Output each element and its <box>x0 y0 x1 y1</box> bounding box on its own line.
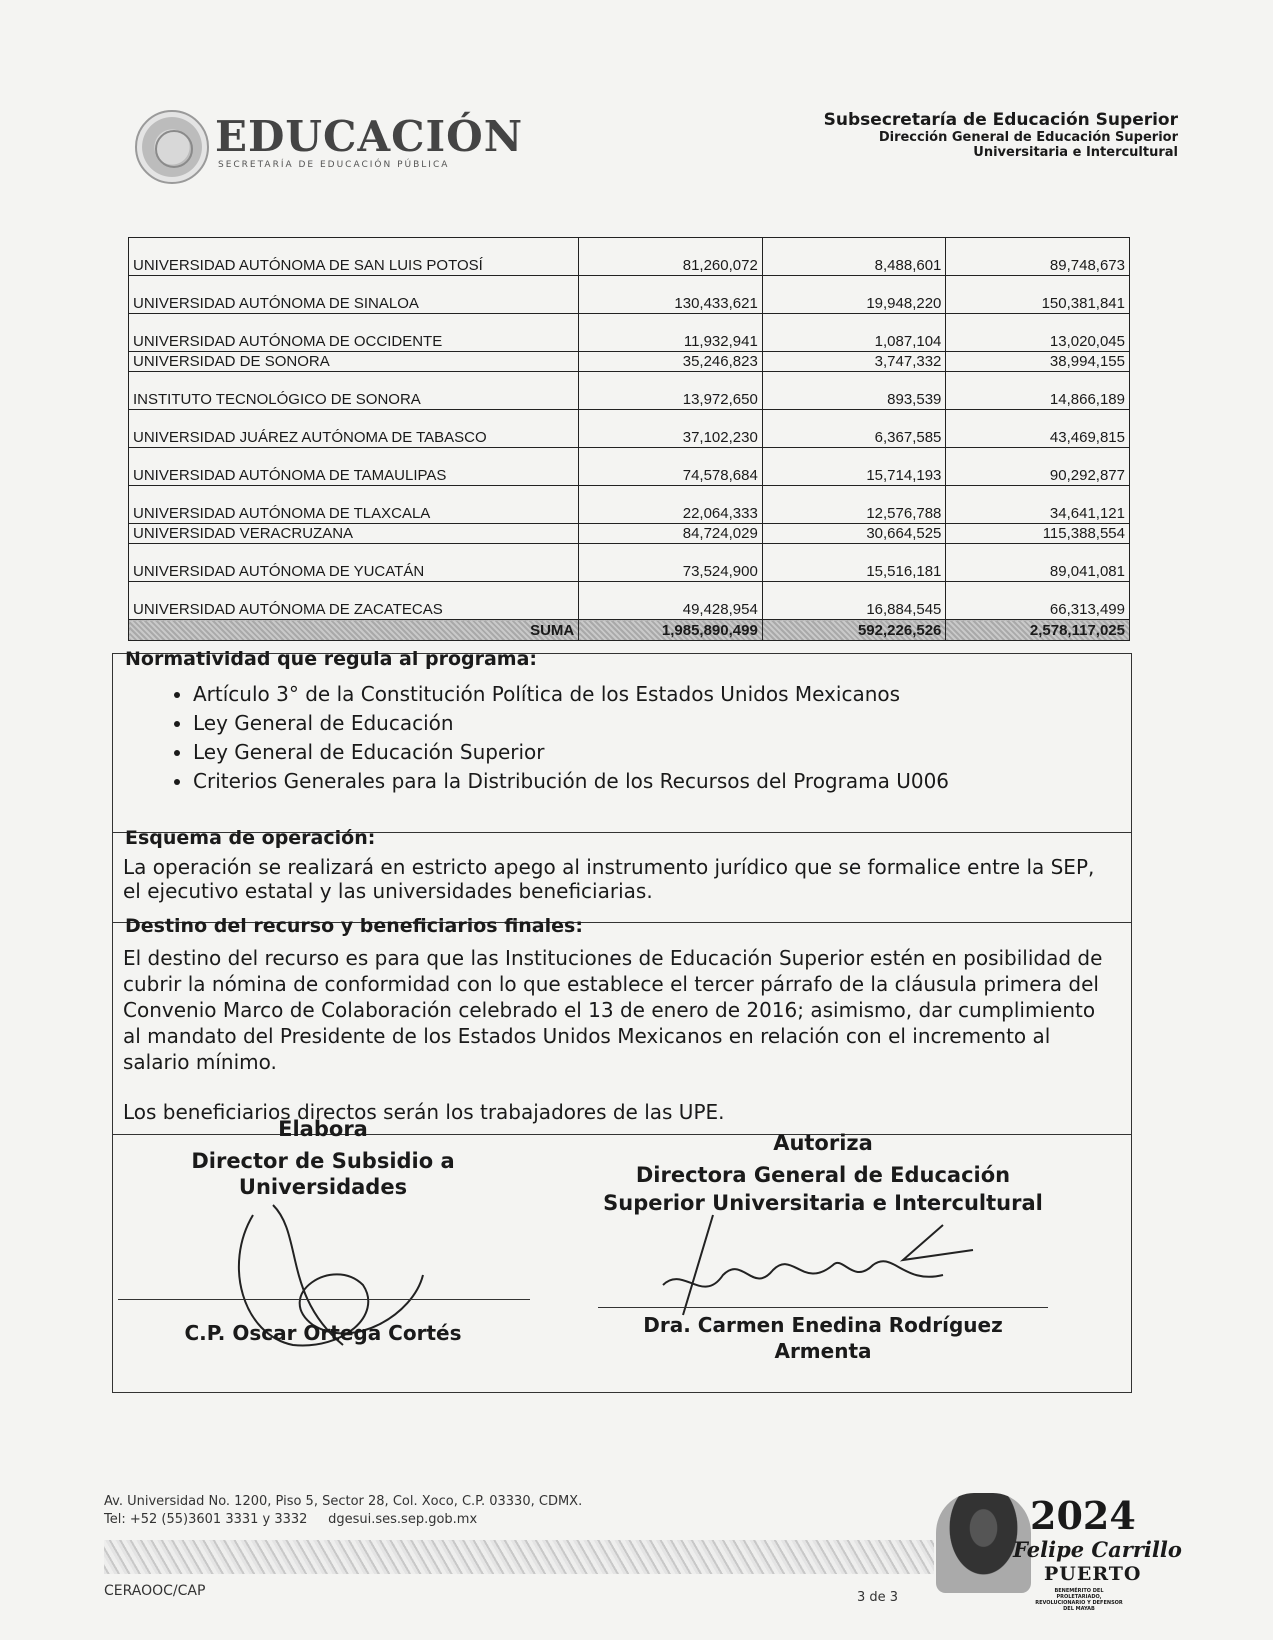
amount-cell-2: 19,948,220 <box>762 276 946 314</box>
institution-cell: INSTITUTO TECNOLÓGICO DE SONORA <box>129 372 579 410</box>
logo-subtitle: SECRETARÍA DE EDUCACIÓN PÚBLICA <box>218 160 450 170</box>
amount-cell-2: 6,367,585 <box>762 410 946 448</box>
section-normatividad <box>113 648 1131 832</box>
institution-cell: UNIVERSIDAD AUTÓNOMA DE SAN LUIS POTOSÍ <box>129 238 579 276</box>
amount-cell-2: 12,576,788 <box>762 486 946 524</box>
section-destino <box>113 915 1131 1135</box>
autoriza-nombre-2: Armenta <box>774 1339 872 1363</box>
amount-cell-1: 84,724,029 <box>579 524 763 544</box>
amount-cell-2: 1,087,104 <box>762 314 946 352</box>
autoriza-nombre-1: Dra. Carmen Enedina Rodríguez <box>643 1313 1003 1337</box>
normatividad-title: Normatividad que regula al programa: <box>125 648 538 670</box>
table-row <box>129 448 1130 486</box>
amount-cell-2: 15,516,181 <box>762 544 946 582</box>
brand-line-3: BENEMÉRITO DEL PROLETARIADO, REVOLUCIONARIO Y DEFENSOR DEL MAYAB <box>1035 1588 1123 1612</box>
institution-cell: UNIVERSIDAD DE SONORA <box>129 352 579 372</box>
table-row <box>129 238 1130 276</box>
institution-cell: UNIVERSIDAD AUTÓNOMA DE YUCATÁN <box>129 544 579 582</box>
amount-cell-1: 73,524,900 <box>579 544 763 582</box>
amount-cell-3: 66,313,499 <box>946 582 1130 620</box>
normatividad-list <box>173 680 949 796</box>
page-number: 3 de 3 <box>857 1590 899 1605</box>
footer-address: Av. Universidad No. 1200, Piso 5, Sector 28, Col. Xoco, C.P. 03330, CDMX. <box>104 1494 583 1509</box>
table-row <box>129 276 1130 314</box>
elabora-label: Elabora <box>278 1117 368 1141</box>
elabora-cargo-2: Universidades <box>238 1175 408 1199</box>
header-line-2: Dirección General de Educación Superior <box>878 130 1178 145</box>
autoriza-cargo-2: Superior Universitaria e Intercultural <box>603 1191 1043 1215</box>
list-item: • Artículo 3° de la Constitución Política de los Estados Unidos Mexicanos <box>193 680 949 709</box>
amount-cell-1: 11,932,941 <box>579 314 763 352</box>
institution-cell: UNIVERSIDAD AUTÓNOMA DE TAMAULIPAS <box>129 448 579 486</box>
amount-cell-2: 15,714,193 <box>762 448 946 486</box>
amount-cell-3: 89,748,673 <box>946 238 1130 276</box>
amount-cell-3: 38,994,155 <box>946 352 1130 372</box>
amount-cell-2: 8,488,601 <box>762 238 946 276</box>
footer-phone: Tel: +52 (55)3601 3331 y 3332 <box>104 1512 308 1527</box>
footer-web: dgesui.ses.sep.gob.mx <box>328 1512 478 1527</box>
amount-cell-1: 22,064,333 <box>579 486 763 524</box>
amount-cell-3: 34,641,121 <box>946 486 1130 524</box>
section-firmas <box>113 1117 1131 1391</box>
amount-cell-1: 130,433,621 <box>579 276 763 314</box>
amount-cell-3: 43,469,815 <box>946 410 1130 448</box>
institution-cell: UNIVERSIDAD AUTÓNOMA DE ZACATECAS <box>129 582 579 620</box>
esquema-text: La operación se realizará en estricto apego al instrumento jurídico que se formalice entre la SEP, el ejecutivo estatal y las universidades beneficiarias. <box>123 855 1095 903</box>
amount-cell-1: 35,246,823 <box>579 352 763 372</box>
table-row <box>129 314 1130 352</box>
amount-cell-1: 74,578,684 <box>579 448 763 486</box>
institution-cell: UNIVERSIDAD JUÁREZ AUTÓNOMA DE TABASCO <box>129 410 579 448</box>
table-row <box>129 410 1130 448</box>
footer-code: CERAOOC/CAP <box>104 1583 206 1599</box>
institution-cell: UNIVERSIDAD AUTÓNOMA DE OCCIDENTE <box>129 314 579 352</box>
table-row <box>129 544 1130 582</box>
table-row <box>129 582 1130 620</box>
amount-cell-2: 893,539 <box>762 372 946 410</box>
table-row <box>129 372 1130 410</box>
total-label: SUMA <box>129 620 579 641</box>
info-box <box>112 648 1132 1393</box>
autoriza-label: Autoriza <box>773 1131 873 1155</box>
list-item: • Ley General de Educación Superior <box>193 738 949 767</box>
table-total-row <box>129 620 1130 641</box>
beneficiarios-text: Los beneficiarios directos serán los trabajadores de las UPE. <box>123 1100 725 1124</box>
amount-cell-2: 3,747,332 <box>762 352 946 372</box>
table-row <box>129 486 1130 524</box>
institution-cell: UNIVERSIDAD AUTÓNOMA DE TLAXCALA <box>129 486 579 524</box>
list-item: • Criterios Generales para la Distribución de los Recursos del Programa U006 <box>193 767 949 796</box>
year-logo: 2024 <box>1030 1493 1136 1538</box>
section-esquema <box>113 827 1131 923</box>
esquema-title: Esquema de operación: <box>125 827 376 849</box>
destino-text: El destino del recurso es para que las Instituciones de Educación Superior estén en posibilidad de cubrir la nómina de conformidad con lo que establece el tercer párrafo de la cláusula primera del Convenio Marco de Colaboración celebrado el 13 de enero de 2016; asimismo, dar cumplimiento al mandato del Presidente de los Estados Unidos Mexicanos en relación con el incremento al salario mínimo. <box>123 946 1103 1074</box>
header-line-1: Subsecretaría de Educación Superior <box>823 110 1178 130</box>
seal-icon <box>135 110 209 184</box>
institution-cell: UNIVERSIDAD AUTÓNOMA DE SINALOA <box>129 276 579 314</box>
amount-cell-1: 81,260,072 <box>579 238 763 276</box>
amount-cell-3: 14,866,189 <box>946 372 1130 410</box>
amount-cell-3: 150,381,841 <box>946 276 1130 314</box>
amount-cell-3: 115,388,554 <box>946 524 1130 544</box>
table-row <box>129 524 1130 544</box>
brand-line-1: Felipe Carrillo <box>1013 1537 1182 1562</box>
table-row <box>129 352 1130 372</box>
elabora-cargo-1: Director de Subsidio a <box>191 1149 455 1173</box>
total-cell-2: 592,226,526 <box>762 620 946 641</box>
header-institution <box>824 110 1178 160</box>
list-item: • Ley General de Educación <box>193 709 949 738</box>
amount-cell-1: 13,972,650 <box>579 372 763 410</box>
institution-cell: UNIVERSIDAD VERACRUZANA <box>129 524 579 544</box>
autoriza-signature-line <box>598 1307 1048 1308</box>
amount-cell-3: 90,292,877 <box>946 448 1130 486</box>
header-line-3: Universitaria e Intercultural <box>973 145 1178 160</box>
brand-line-2: PUERTO <box>1044 1563 1142 1585</box>
amount-cell-2: 16,884,545 <box>762 582 946 620</box>
total-cell-3: 2,578,117,025 <box>946 620 1130 641</box>
amount-cell-1: 49,428,954 <box>579 582 763 620</box>
amount-cell-2: 30,664,525 <box>762 524 946 544</box>
amount-cell-1: 37,102,230 <box>579 410 763 448</box>
footer-contact <box>104 1512 477 1527</box>
autoriza-cargo-1: Directora General de Educación <box>635 1163 1011 1187</box>
amount-cell-3: 89,041,081 <box>946 544 1130 582</box>
elabora-nombre: C.P. Oscar Ortega Cortés <box>184 1321 462 1345</box>
amount-cell-3: 13,020,045 <box>946 314 1130 352</box>
distribution-table <box>128 237 1130 641</box>
footer-decorative-band <box>104 1540 934 1574</box>
logo-title: EDUCACIÓN <box>215 112 524 161</box>
total-cell-1: 1,985,890,499 <box>579 620 763 641</box>
elabora-signature-line <box>118 1299 530 1300</box>
destino-title: Destino del recurso y beneficiarios finales: <box>125 915 583 937</box>
